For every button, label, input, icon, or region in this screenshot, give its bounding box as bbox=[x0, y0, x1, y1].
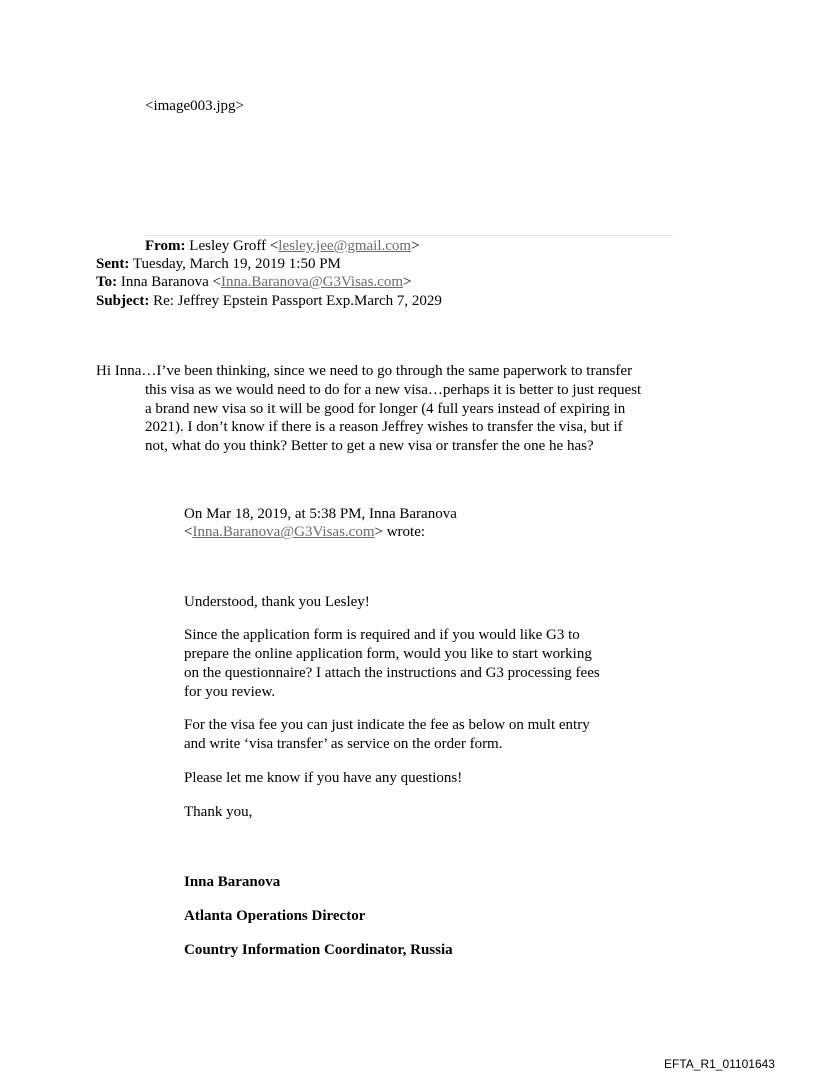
header-divider bbox=[145, 235, 673, 236]
to-row bbox=[96, 273, 411, 291]
to-label: To: bbox=[96, 274, 118, 290]
subject-value: Re: Jeffrey Epstein Passport Exp.March 7, 2029 bbox=[153, 293, 442, 309]
document-id: EFTA_R1_01101643 bbox=[664, 1057, 775, 1071]
body-line: this visa as we would need to do for a new visa…perhaps it is better to just request bbox=[145, 382, 642, 398]
quote-para1-line: for you review. bbox=[184, 684, 276, 700]
quote-para1-line: prepare the online application form, would you like to start working bbox=[184, 646, 592, 662]
to-email-link[interactable]: Inna.Baranova@G3Visas.com bbox=[220, 274, 403, 290]
body-line: 2021). I don’t know if there is a reason Jeffrey wishes to transfer the visa, but if bbox=[145, 419, 623, 435]
sent-value: Tuesday, March 19, 2019 1:50 PM bbox=[132, 256, 341, 272]
from-label: From: bbox=[145, 238, 186, 254]
sent-label: Sent: bbox=[96, 256, 130, 272]
quote-intro-close: > wrote: bbox=[374, 524, 426, 540]
quote-para3: Please let me know if you have any questions! bbox=[184, 770, 463, 786]
quote-para2-line: For the visa fee you can just indicate the fee as below on mult entry bbox=[184, 717, 590, 733]
body-line: Hi Inna…I’ve been thinking, since we need to go through the same paperwork to transfer bbox=[96, 363, 633, 379]
signature-title: Country Information Coordinator, Russia bbox=[184, 942, 453, 958]
from-name: Lesley Groff < bbox=[189, 238, 279, 254]
from-email-link[interactable]: lesley.jee@gmail.com bbox=[278, 238, 412, 254]
quote-greeting: Understood, thank you Lesley! bbox=[184, 594, 370, 610]
signature-title: Atlanta Operations Director bbox=[184, 908, 366, 924]
quote-para1-line: Since the application form is required and if you would like G3 to bbox=[184, 627, 580, 643]
quote-intro-open: < bbox=[184, 524, 193, 540]
sent-row bbox=[96, 255, 341, 273]
to-name: Inna Baranova < bbox=[120, 274, 221, 290]
quote-para1-line: on the questionnaire? I attach the instructions and G3 processing fees bbox=[184, 665, 600, 681]
subject-label: Subject: bbox=[96, 293, 150, 309]
body-line: not, what do you think? Better to get a new visa or transfer the one he has? bbox=[145, 438, 594, 454]
quote-email-link[interactable]: Inna.Baranova@G3Visas.com bbox=[192, 524, 375, 540]
from-close: > bbox=[411, 238, 420, 254]
quote-para2-line: and write ‘visa transfer’ as service on the order form. bbox=[184, 736, 503, 752]
body-line: a brand new visa so it will be good for longer (4 full years instead of expiring in bbox=[145, 401, 626, 417]
quote-thanks: Thank you, bbox=[184, 804, 253, 820]
subject-row bbox=[96, 292, 442, 310]
quote-intro-line: On Mar 18, 2019, at 5:38 PM, Inna Baranova bbox=[184, 506, 457, 522]
to-close: > bbox=[403, 274, 412, 290]
from-row bbox=[145, 237, 420, 255]
quote-intro-email-line bbox=[184, 523, 425, 542]
signature-name: Inna Baranova bbox=[184, 874, 281, 890]
attachment-placeholder: <image003.jpg> bbox=[145, 98, 244, 114]
